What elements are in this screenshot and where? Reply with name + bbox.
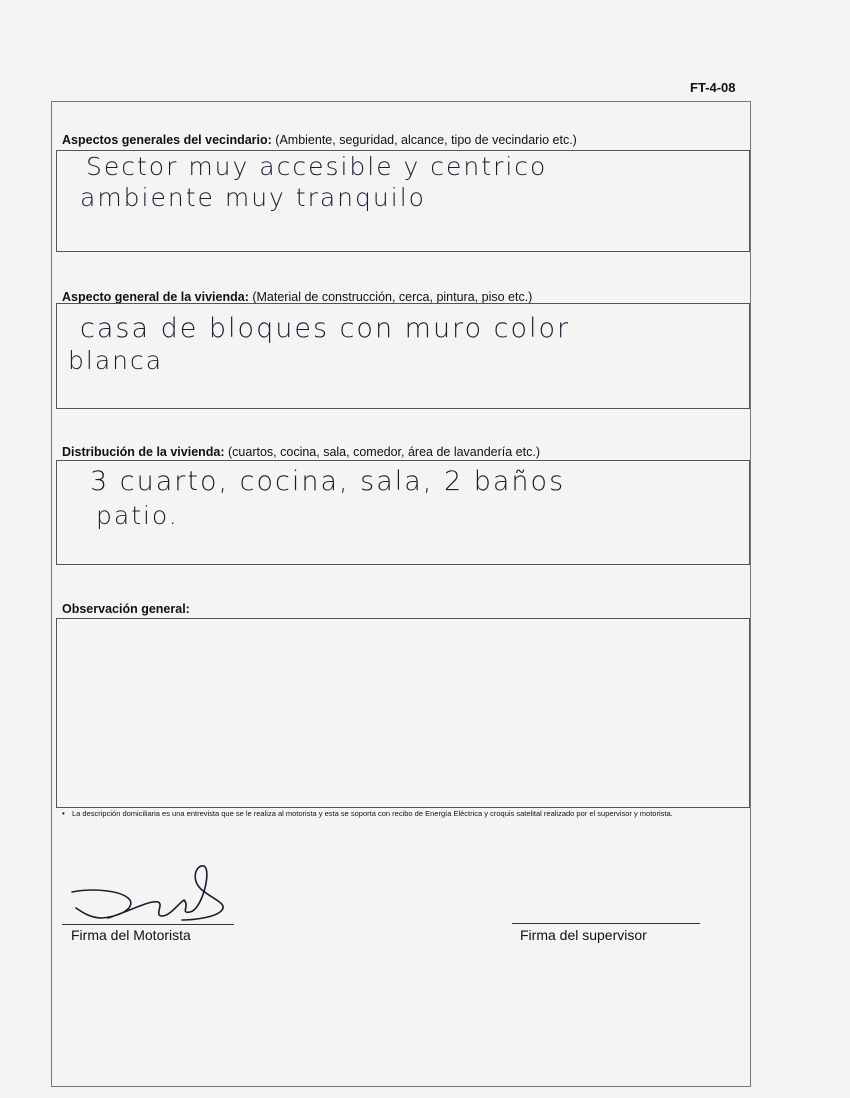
answer-line-2: patio. xyxy=(96,501,179,530)
motorista-signature-line xyxy=(62,924,234,925)
section-label-observacion: Observación general: xyxy=(62,602,190,616)
supervisor-signature-line[interactable] xyxy=(512,923,700,924)
motorista-signature-image xyxy=(62,860,242,928)
supervisor-signature-label: Firma del supervisor xyxy=(520,927,647,943)
form-code: FT-4-08 xyxy=(690,80,736,95)
section-label-vivienda: Aspecto general de la vivienda: (Material de construcción, cerca, pintura, piso etc.) xyxy=(62,290,533,304)
answer-line-1: 3 cuarto, cocina, sala, 2 baños xyxy=(90,466,566,497)
answer-line-1: casa de bloques con muro color xyxy=(80,313,571,344)
answer-line-2: ambiente muy tranquilo xyxy=(80,183,426,212)
section-label-vecindario: Aspectos generales del vecindario: (Ambiente, seguridad, alcance, tipo de vecindario etc.) xyxy=(62,133,577,147)
note-text: La descripción domiciliaria es una entrevista que se le realiza al motorista y esta se soporta con recibo de Energía Eléctrica y croquis satelital realizado por el supervisor y motorista. xyxy=(72,809,673,818)
answer-line-2: blanca xyxy=(68,346,164,375)
answer-line-1: Sector muy accesible y centrico xyxy=(86,152,548,181)
answer-box-observacion[interactable] xyxy=(56,618,750,808)
note-bullet: • xyxy=(62,809,65,818)
section-label-distribucion: Distribución de la vivienda: (cuartos, cocina, sala, comedor, área de lavandería etc.) xyxy=(62,445,540,459)
motorista-signature-label: Firma del Motorista xyxy=(71,927,191,943)
